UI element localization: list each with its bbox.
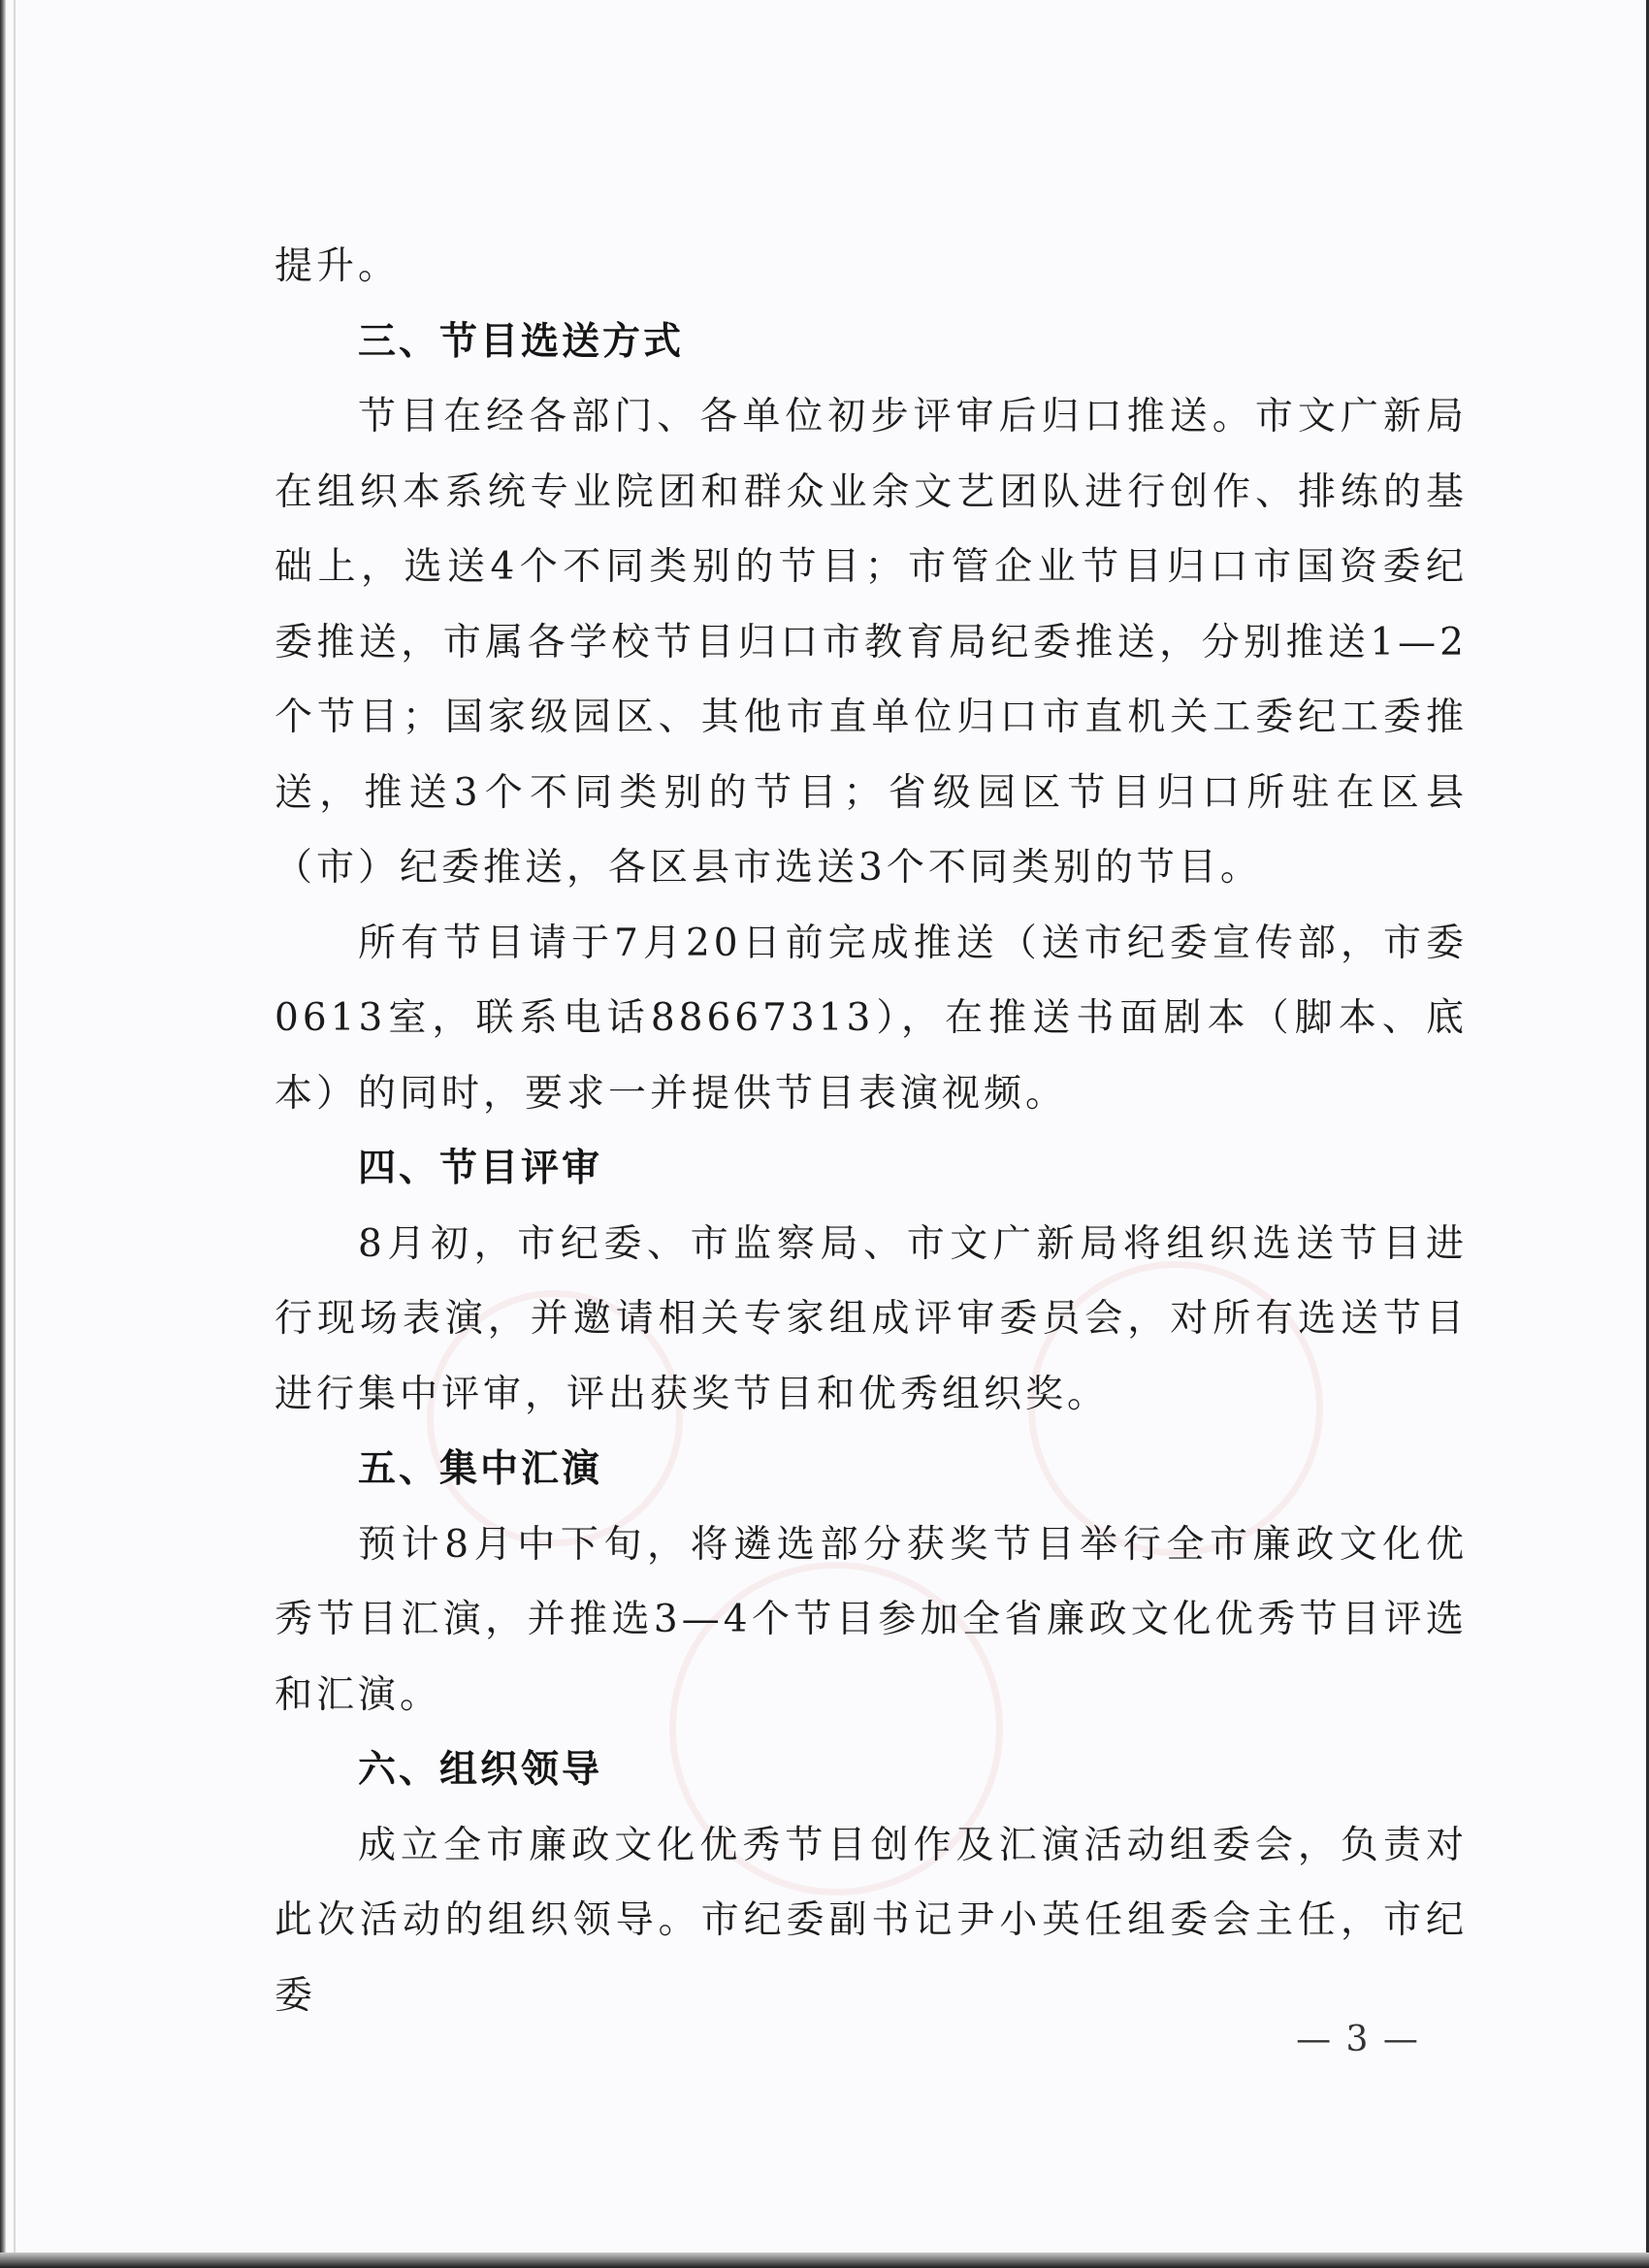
section-heading-6: 六、组织领导	[358, 1748, 603, 1792]
scan-edge-bottom	[0, 2252, 1649, 2268]
paragraph-selection-method: 节目在经各部门、各单位初步评审后归口推送。市文广新局在组织本系统专业院团和群众业余文艺团队进行创作、排练的基础上，选送4个不同类别的节目；市管企业节目归口市国资委纪委推送，市属各学校节目归口市教育局纪委推送，分别推送1—2个节目；国家级园区、其他市直单位归口市直机关工委纪工委推送，推送3个不同类别的节目；省级园区节目归口所驻在区县（市）纪委推送，各区县市选送3个不同类别的节目。	[275, 395, 1468, 890]
scan-edge-line	[14, 0, 16, 2268]
section-heading-4: 四、节目评审	[358, 1147, 603, 1190]
scan-edge-left	[0, 0, 6, 2268]
paragraph-continuation: 提升。	[275, 244, 401, 288]
paragraph-submission-deadline: 所有节目请于7月20日前完成推送（送市纪委宣传部，市委0613室，联系电话88667313），在推送书面剧本（脚本、底本）的同时，要求一并提供节目表演视频。	[275, 921, 1468, 1116]
paragraph-organization: 成立全市廉政文化优秀节目创作及汇演活动组委会，负责对此次活动的组织领导。市纪委副书记尹小英任组委会主任，市纪委	[275, 1823, 1468, 2018]
section-heading-5: 五、集中汇演	[358, 1447, 603, 1491]
page-number: — 3 —	[1296, 2020, 1420, 2059]
document-body	[275, 229, 1468, 2033]
paragraph-performance: 预计8月中下旬，将遴选部分获奖节目举行全市廉政文化优秀节目汇演，并推选3—4个节目参加全省廉政文化优秀节目评选和汇演。	[275, 1522, 1468, 1717]
paragraph-review: 8月初，市纪委、市监察局、市文广新局将组织选送节目进行现场表演，并邀请相关专家组成评审委员会，对所有选送节目进行集中评审，评出获奖节目和优秀组织奖。	[275, 1221, 1468, 1416]
section-heading-3: 三、节目选送方式	[358, 319, 685, 364]
